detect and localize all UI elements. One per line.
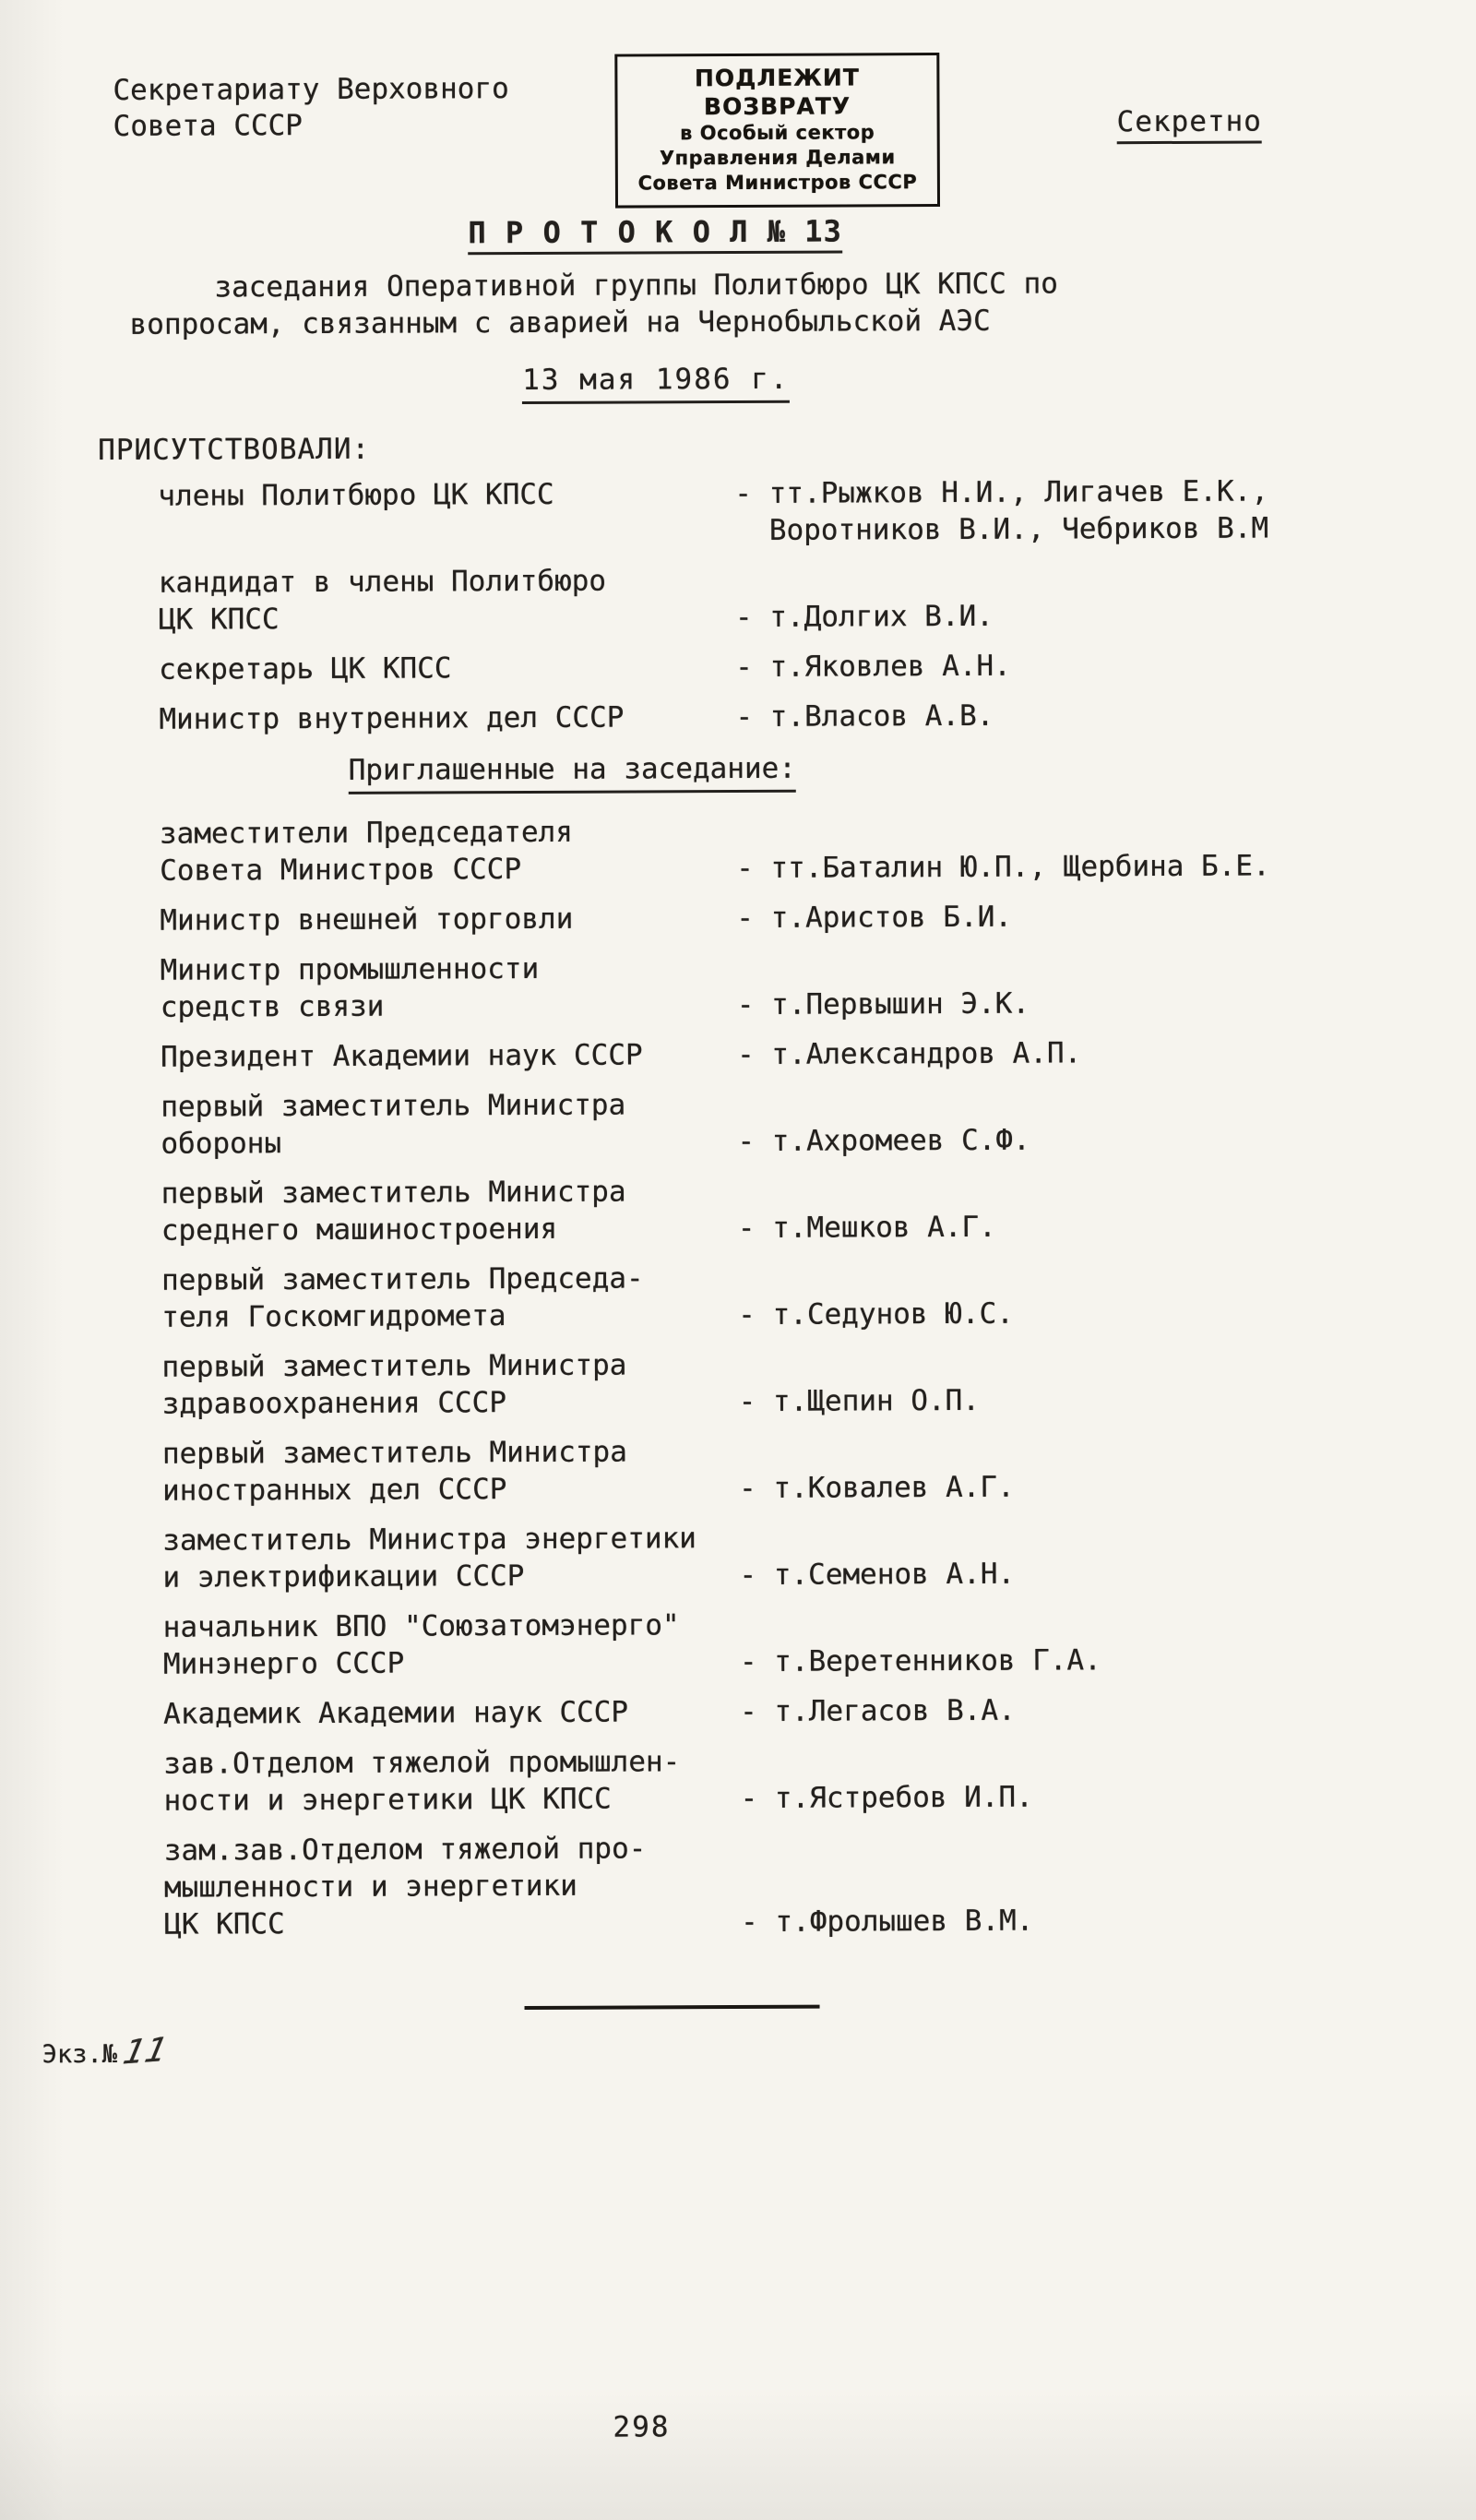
role-line: средств связи <box>160 989 385 1024</box>
participant-role <box>161 1036 737 1076</box>
name-line: - т.Легасов В.А. <box>740 1693 1016 1728</box>
role-line: здравоохранения СССР <box>161 1386 507 1421</box>
role-line: первый заместитель Министра <box>161 1435 627 1471</box>
participant-names <box>740 1777 1274 1817</box>
participant-row <box>159 696 1269 737</box>
participant-names <box>740 1641 1274 1680</box>
participant-row <box>158 472 1268 551</box>
role-line: Президент Академии наук СССР <box>160 1038 643 1074</box>
participant-row <box>162 1430 1273 1509</box>
role-line: заместитель Министра энергетики <box>162 1522 696 1558</box>
participant-role <box>159 699 735 738</box>
participant-names <box>735 696 1269 735</box>
participant-role <box>159 649 735 688</box>
invited-header: Приглашенные на заседание: <box>349 750 796 794</box>
name-line: - т.Щепин О.П. <box>738 1383 981 1418</box>
participant-role <box>159 562 735 639</box>
date-row <box>130 359 1182 406</box>
participant-names <box>740 1690 1274 1730</box>
name-line: - т.Долгих В.И. <box>734 599 994 635</box>
role-line: теля Госкомгидромета <box>161 1299 506 1334</box>
participant-names <box>738 1294 1272 1333</box>
participant-role <box>162 1433 739 1510</box>
role-line: Министр внутренних дел СССР <box>159 700 625 736</box>
name-line: - т.Веретенников Г.А. <box>739 1643 1101 1678</box>
participant-names <box>737 984 1271 1023</box>
role-line: Минэнерго СССР <box>162 1646 405 1681</box>
subtitle-line: заседания Оперативной группы Политбюро ЦК КПСС по <box>214 267 1058 305</box>
participant-row <box>163 1690 1274 1732</box>
role-line: ЦК КПСС <box>164 1907 285 1941</box>
role-line: первый заместитель Министра <box>161 1175 626 1211</box>
stamp-line: ПОДЛЕЖИТ ВОЗВРАТУ <box>694 64 860 121</box>
role-line: ности и энергетики ЦК КПСС <box>163 1782 612 1818</box>
role-line: секретарь ЦК КПСС <box>159 651 452 687</box>
invited-header-row <box>349 750 796 794</box>
participant-row <box>159 646 1269 687</box>
participant-row <box>161 1344 1272 1422</box>
participant-names <box>735 596 1269 636</box>
invited-list <box>160 810 1275 1942</box>
participant-row <box>161 1257 1272 1335</box>
role-line: первый заместитель Министра <box>161 1348 627 1384</box>
stamp-line: Совета Министров СССР <box>637 171 918 195</box>
participant-role <box>160 813 736 890</box>
role-line: Совета Министров СССР <box>160 853 522 888</box>
document-header <box>0 0 1471 195</box>
participant-role <box>160 900 736 939</box>
participant-role <box>161 1173 738 1249</box>
name-line: - т.Аристов Б.И. <box>736 900 1013 936</box>
role-line: зам.зав.Отделом тяжелой про- <box>163 1832 647 1868</box>
name-line: - т.Седунов Ю.С. <box>738 1296 1014 1332</box>
participant-row <box>162 1517 1273 1595</box>
participant-names <box>738 1207 1272 1247</box>
participant-role <box>162 1520 739 1596</box>
name-line: - т.Семенов А.Н. <box>739 1557 1016 1592</box>
name-line: - т.Фролышев В.М. <box>741 1904 1034 1939</box>
participant-row <box>164 1827 1275 1942</box>
participant-role <box>161 1346 738 1423</box>
stamp-line: в Особый сектор <box>680 121 875 145</box>
role-line: Министр внешней торговли <box>160 902 574 938</box>
addressee-block <box>113 71 509 145</box>
participant-row <box>163 1740 1274 1819</box>
copy-number <box>42 2031 172 2072</box>
participant-role <box>163 1606 740 1683</box>
participant-role <box>161 1086 737 1163</box>
participant-row <box>161 1170 1272 1248</box>
participant-names <box>737 1120 1271 1160</box>
name-line: - т.Власов А.В. <box>735 699 994 735</box>
participant-role <box>163 1743 740 1820</box>
role-line: Министр промышленности <box>160 951 540 987</box>
attendees-list <box>158 472 1269 737</box>
role-line: члены Политбюро ЦК КПСС <box>158 477 554 513</box>
name-line: - т.Ахромеев С.Ф. <box>737 1123 1030 1159</box>
participant-names <box>741 1901 1275 1941</box>
attendees-header: ПРИСУТСТВОВАЛИ: <box>98 432 371 468</box>
participant-names <box>739 1467 1273 1507</box>
stamp-line: Управления Делами <box>659 146 896 170</box>
participant-names <box>736 847 1270 887</box>
participant-names <box>739 1380 1273 1420</box>
role-line: ЦК КПСС <box>158 603 280 637</box>
participant-row <box>161 947 1271 1025</box>
copy-number-label: Экз.№ <box>42 2039 118 2070</box>
role-line: заместители Председателя <box>159 815 573 851</box>
participant-names <box>736 897 1270 937</box>
participant-names <box>739 1554 1273 1594</box>
addressee-line: Секретариату Верховного <box>113 72 509 107</box>
participant-role <box>161 949 737 1026</box>
protocol-subtitle <box>129 265 1181 343</box>
protocol-title: П Р О Т О К О Л № 13 <box>468 214 841 255</box>
meeting-date: 13 мая 1986 г. <box>522 361 789 404</box>
classification-secret: Секретно <box>1117 105 1262 145</box>
name-line: - т.Первышин Э.К. <box>736 986 1030 1022</box>
participant-names <box>735 646 1269 686</box>
participant-row <box>161 1033 1271 1075</box>
participant-row <box>161 1083 1271 1162</box>
role-line: зав.Отделом тяжелой промышлен- <box>163 1745 681 1781</box>
name-line: - тт.Рыжков Н.И., Лигачев Е.К., <box>734 474 1269 511</box>
role-line: и электрификации СССР <box>162 1559 525 1594</box>
role-line: кандидат в члены Политбюро <box>158 564 607 600</box>
participant-role <box>163 1693 740 1733</box>
subtitle-line: вопросам, связанным с аварией на Чернобыльской АЭС <box>129 304 991 341</box>
participant-row <box>159 559 1269 638</box>
participant-role <box>164 1830 742 1943</box>
role-line: первый заместитель Председа- <box>161 1261 644 1297</box>
name-line: - т.Ястребов И.П. <box>740 1780 1033 1815</box>
participant-role <box>158 475 734 515</box>
participant-names <box>734 472 1268 549</box>
name-line: - т.Ковалев А.Г. <box>739 1470 1015 1505</box>
name-line: - тт.Баталин Ю.П., Щербина Б.Е. <box>736 849 1270 886</box>
closing-rule <box>525 2005 820 2010</box>
name-line: Воротников В.И., Чебриков В.М <box>734 511 1269 548</box>
name-line: - т.Яковлев А.Н. <box>735 649 1011 685</box>
participant-row <box>160 897 1270 938</box>
role-line: мышленности и энергетики <box>163 1869 577 1905</box>
role-line: Академик Академии наук СССР <box>163 1695 629 1731</box>
page-number: 298 <box>613 2410 671 2444</box>
addressee-line: Совета СССР <box>113 109 304 143</box>
role-line: первый заместитель Министра <box>161 1088 626 1124</box>
role-line: иностранных дел СССР <box>162 1473 507 1508</box>
participant-row <box>160 810 1270 889</box>
name-line: - т.Мешков А.Г. <box>737 1210 996 1246</box>
title-row <box>129 213 1181 257</box>
copy-number-handwritten: 11 <box>120 2031 172 2072</box>
role-line: среднего машиностроения <box>161 1212 558 1248</box>
name-line: - т.Александров А.П. <box>736 1036 1082 1072</box>
participant-row <box>163 1604 1274 1682</box>
role-line: обороны <box>161 1127 282 1161</box>
participant-names <box>737 1033 1271 1073</box>
role-line: начальник ВПО "Союзатомэнерго" <box>162 1608 680 1644</box>
participant-role <box>161 1260 738 1336</box>
document-body <box>98 169 1270 2012</box>
